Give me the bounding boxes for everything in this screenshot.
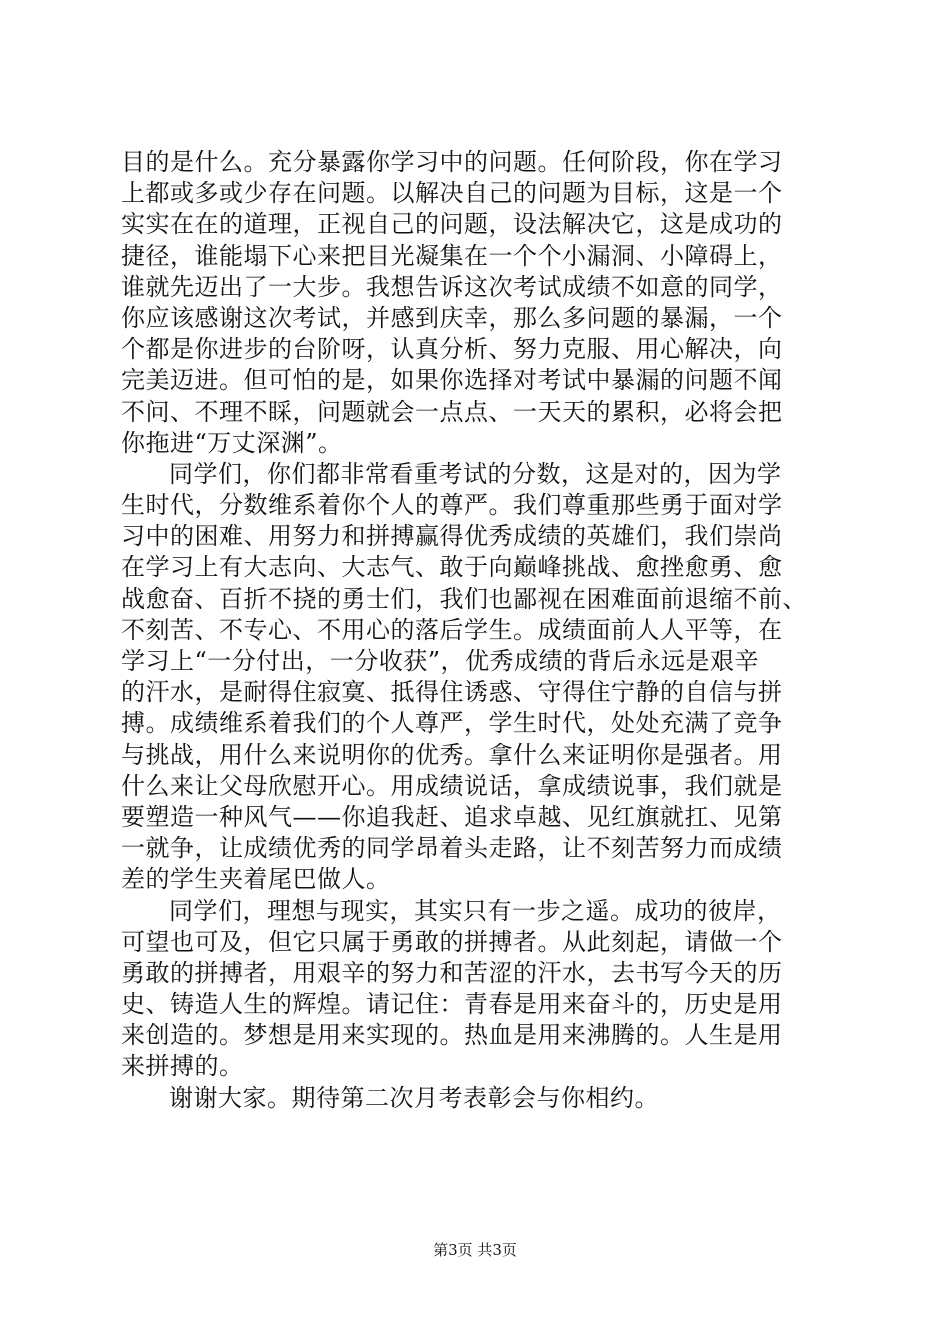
- text-line: 完美迈进。但可怕的是，如果你选择对考试中暴漏的问题不闻: [121, 366, 783, 395]
- text-line: 个都是你进步的台阶呀，认真分析、努力克服、用心解决，向: [121, 335, 783, 364]
- text-line: 与挑战，用什么来说明你的优秀。拿什么来证明你是强者。用: [121, 740, 783, 769]
- text-line: 不刻苦、不专心、不用心的落后学生。成绩面前人人平等，在: [121, 615, 783, 644]
- text-line: 来创造的。梦想是用来实现的。热血是用来沸腾的。人生是用: [121, 1021, 783, 1050]
- text-line: 搏。成绩维系着我们的个人尊严，学生时代，处处充满了竞争: [121, 709, 783, 738]
- text-line: 上都或多或少存在问题。以解决自己的问题为目标，这是一个: [121, 179, 783, 208]
- text-line: 你应该感谢这次考试，并感到庆幸，那么多问题的暴漏，一个: [121, 303, 783, 332]
- body-text: [121, 147, 841, 1114]
- text-line: 要塑造一种风气——你追我赶、追求卓越、见红旗就扛、见第: [121, 802, 783, 831]
- text-line: 什么来让父母欣慰开心。用成绩说话，拿成绩说事，我们就是: [121, 771, 783, 800]
- text-line: 捷径，谁能塌下心来把目光凝集在一个个小漏洞、小障碍上，: [121, 241, 783, 270]
- text-line: 勇敢的拼搏者，用艰辛的努力和苦涩的汗水，去书写今天的历: [121, 958, 783, 987]
- text-line: 不问、不理不睬，问题就会一点点、一天天的累积，必将会把: [121, 397, 783, 426]
- text-line: 学习上“一分付出，一分收获”，优秀成绩的背后永远是艰辛: [121, 647, 760, 675]
- text-line: 战愈奋、百折不挠的勇士们，我们也鄙视在困难面前退缩不前、: [121, 584, 807, 613]
- page-number: 第3页 共3页: [433, 1241, 517, 1259]
- text-line: 实实在在的道理，正视自己的问题，设法解决它，这是成功的: [121, 210, 783, 239]
- text-line: 来拼搏的。: [121, 1052, 244, 1081]
- text-line: 谁就先迈出了一大步。我想告诉这次考试成绩不如意的同学，: [121, 272, 783, 301]
- text-line: 目的是什么。充分暴露你学习中的问题。任何阶段，你在学习: [121, 148, 783, 176]
- text-line: 生时代，分数维系着你个人的尊严。我们尊重那些勇于面对学: [121, 491, 783, 520]
- closing-line: 谢谢大家。期待第二次月考表彰会与你相约。: [169, 1083, 659, 1112]
- text-line: 史、铸造人生的辉煌。请记住：青春是用来奋斗的，历史是用: [121, 990, 783, 1019]
- paragraph-start-line: 同学们，你们都非常看重考试的分数，这是对的，因为学: [169, 459, 782, 488]
- paragraph-start-line: 同学们，理想与现实，其实只有一步之遥。成功的彼岸，: [169, 896, 782, 925]
- text-line: 可望也可及，但它只属于勇敢的拼搏者。从此刻起，请做一个: [121, 927, 783, 956]
- text-line: 你拖进“万丈深渊”。: [121, 428, 343, 457]
- text-line: 一就争，让成绩优秀的同学昂着头走路，让不刻苦努力而成绩: [121, 834, 783, 863]
- page-footer: [0, 1240, 950, 1260]
- text-line: 习中的困难、用努力和拼搏赢得优秀成绩的英雄们，我们崇尚: [121, 522, 783, 551]
- text-line: 差的学生夹着尾巴做人。: [121, 865, 391, 894]
- text-line: 在学习上有大志向、大志气、敢于向巅峰挑战、愈挫愈勇、愈: [121, 553, 783, 582]
- text-line: 的汗水，是耐得住寂寞、抵得住诱惑、守得住宁静的自信与拼: [121, 678, 783, 707]
